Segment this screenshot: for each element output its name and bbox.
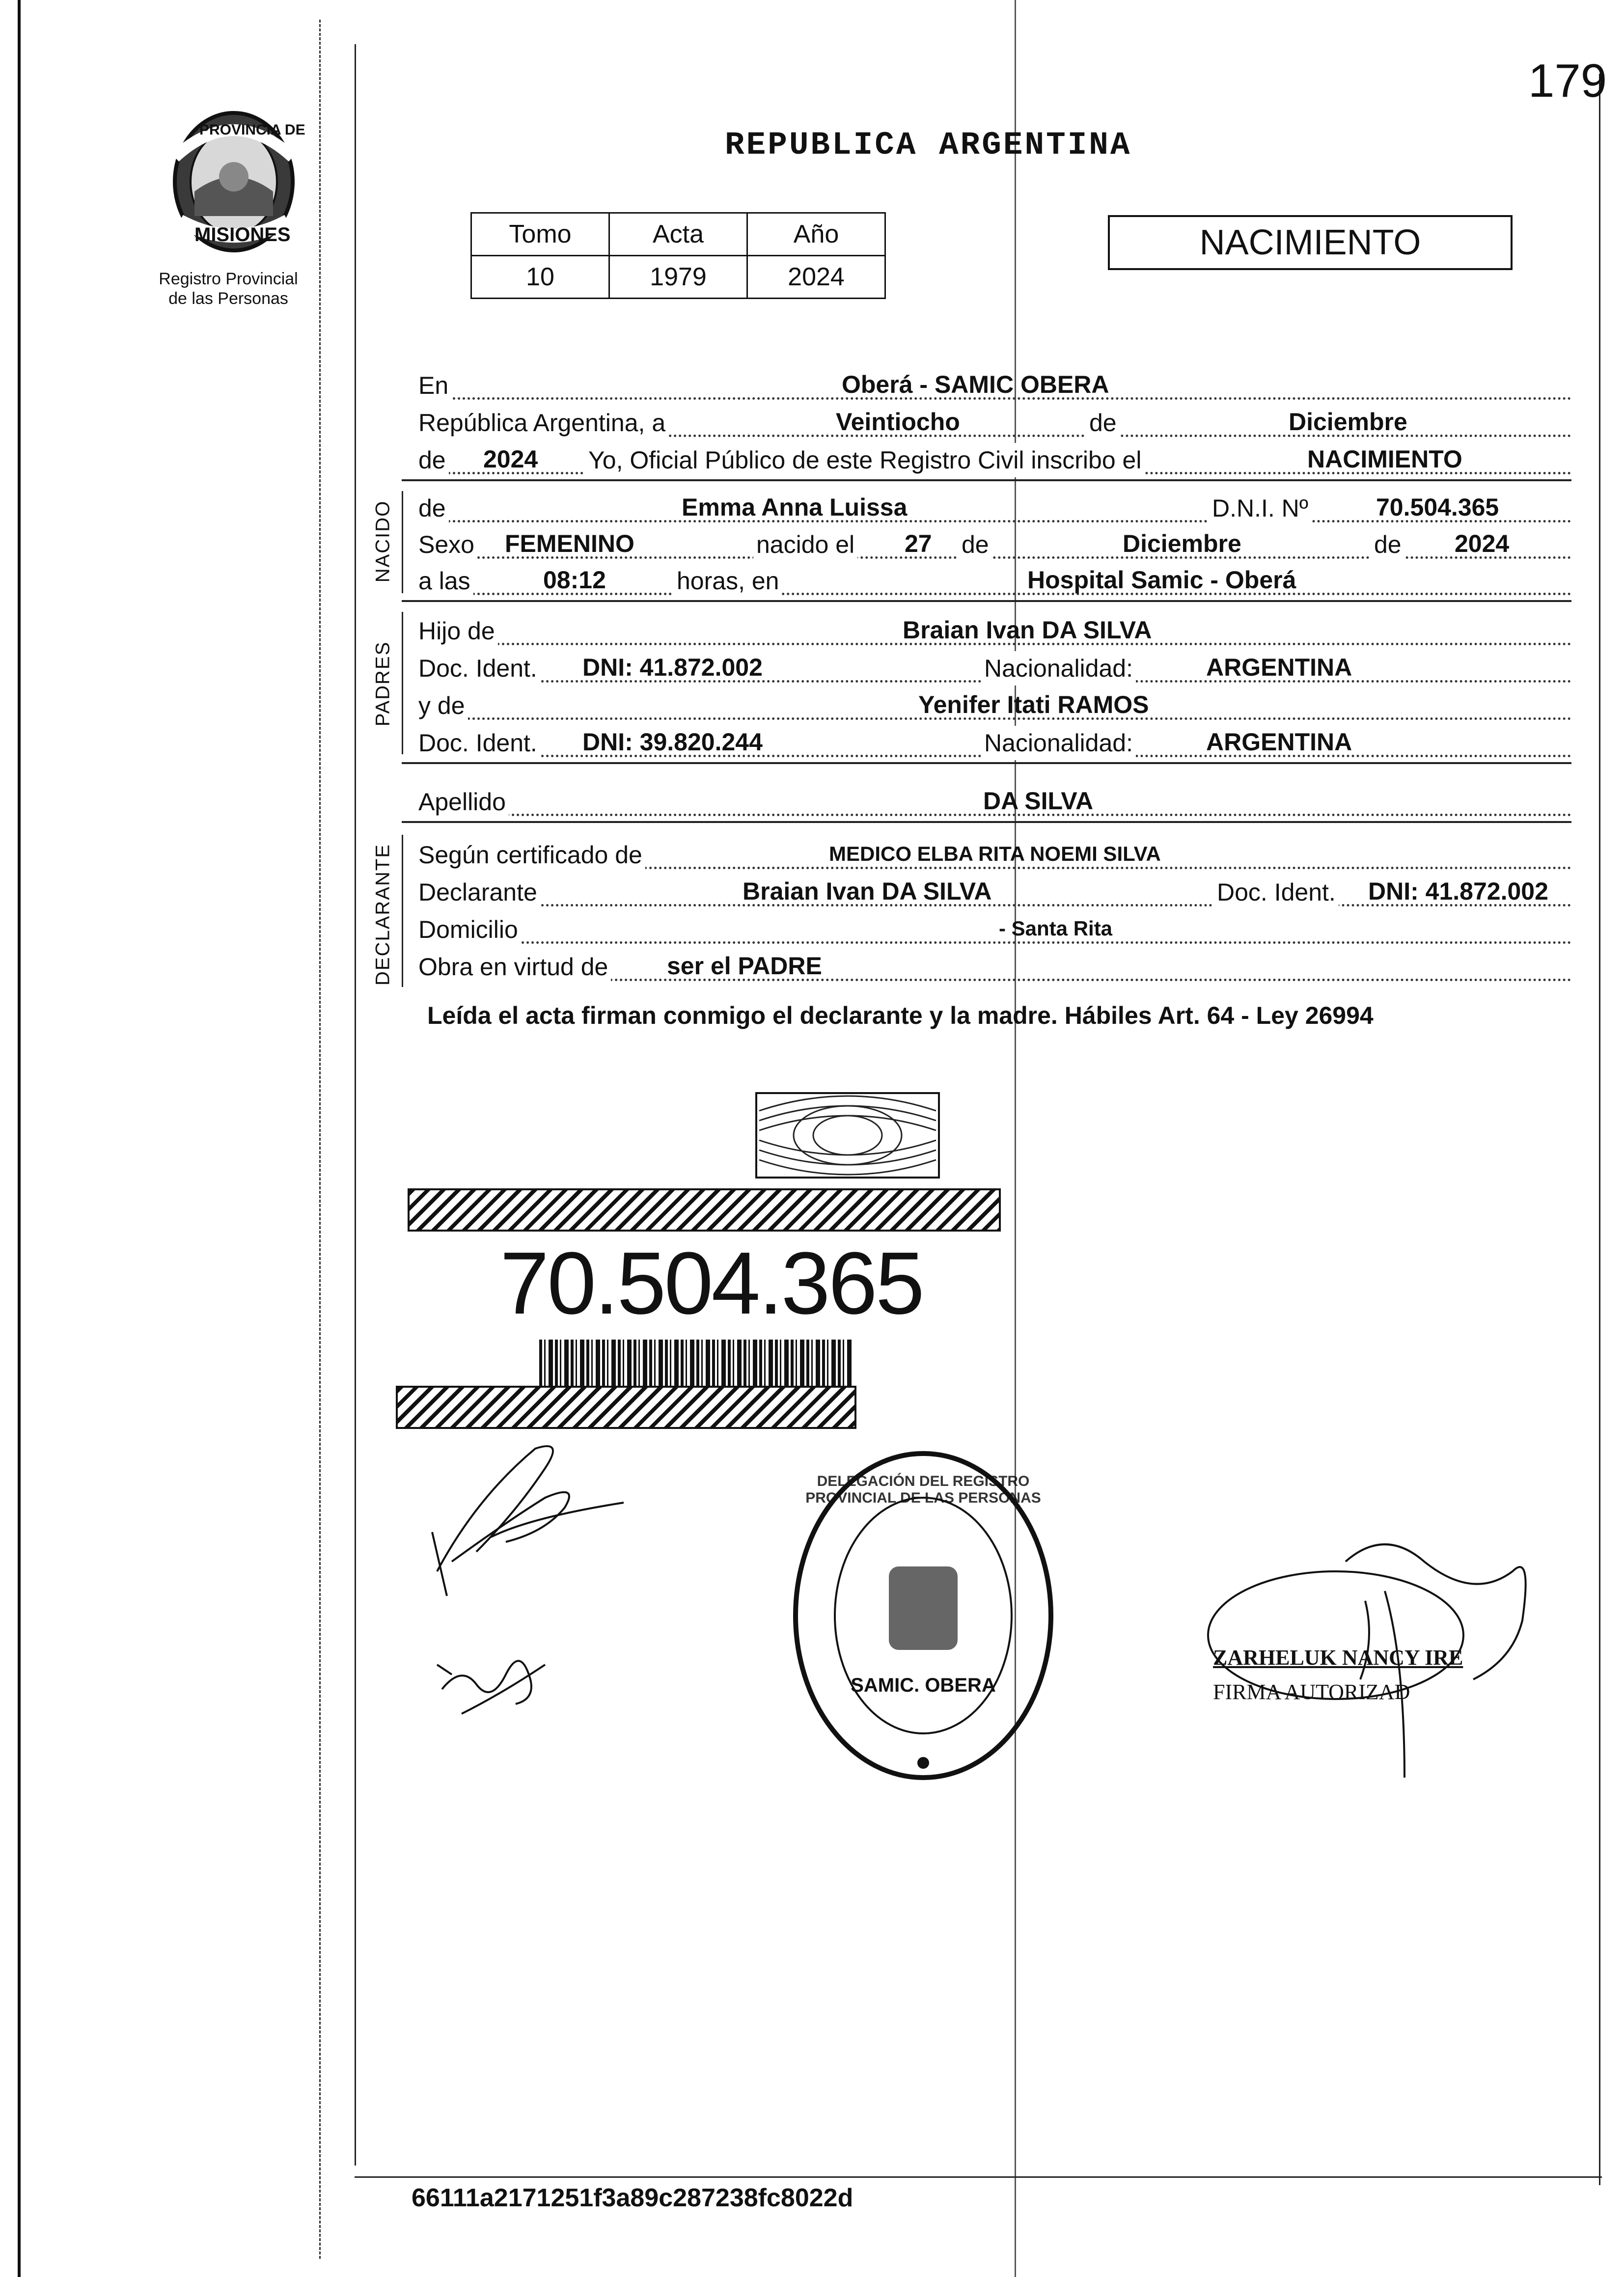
declarante-bracket	[402, 835, 403, 987]
barcode-band-top	[408, 1188, 1001, 1232]
dni-label: D.N.I. Nº	[1209, 491, 1311, 525]
birth-place-value: Hospital Samic - Oberá	[1027, 566, 1296, 594]
declarante-section-label: DECLARANTE	[372, 844, 394, 986]
province-seal	[160, 108, 307, 255]
security-hologram	[754, 1091, 941, 1180]
mother-nationality-value: ARGENTINA	[1206, 728, 1352, 756]
row-mother-doc	[418, 726, 1571, 760]
domicilio-label: Domicilio	[418, 912, 521, 947]
en-label: En	[418, 368, 451, 403]
barcode-band-bottom	[396, 1386, 856, 1429]
authorized-title-text: FIRMA AUTORIZAD	[1213, 1680, 1410, 1704]
nacido-el-label: nacido el	[753, 527, 857, 562]
de2-label: de	[418, 443, 449, 477]
record-header-tomo: Tomo	[471, 213, 609, 256]
row-certificado	[418, 838, 1571, 872]
row-nacido-name	[418, 491, 1571, 525]
mother-signature	[432, 1635, 570, 1733]
left-margin-line	[355, 44, 356, 2166]
nacido-section-label: NACIDO	[372, 500, 394, 583]
day-words-value: Veintiocho	[836, 408, 960, 436]
record-value-acta: 1979	[609, 256, 747, 299]
record-value-tomo: 10	[471, 256, 609, 299]
de-label: de	[1086, 406, 1120, 440]
registry-label	[147, 269, 309, 308]
horas-label: horas, en	[674, 564, 782, 598]
father-nationality-value: ARGENTINA	[1206, 654, 1352, 681]
certificate-value: MEDICO ELBA RITA NOEMI SILVA	[829, 842, 1161, 865]
padres-bracket	[402, 612, 403, 754]
barcode-number: 70.504.365	[500, 1234, 923, 1333]
seal-top-text: PROVINCIA DE	[199, 122, 305, 138]
nacido-de-label-3: de	[1371, 527, 1404, 562]
row-en	[418, 368, 1571, 403]
apellido-label: Apellido	[418, 785, 509, 819]
declarante-doc-value: DNI: 41.872.002	[1368, 878, 1548, 905]
row-sexo	[418, 527, 1571, 562]
birth-day-value: 27	[905, 530, 932, 557]
left-dashed-guide	[319, 20, 321, 2259]
month-value: Diciembre	[1289, 408, 1407, 436]
sexo-value: FEMENINO	[505, 530, 634, 557]
nacido-de-label-2: de	[959, 527, 992, 562]
registry-line-1: Registro Provincial	[159, 270, 298, 288]
republica-label: República Argentina, a	[418, 406, 668, 440]
row-obra	[418, 950, 1571, 984]
certificado-label: Según certificado de	[418, 838, 645, 872]
bottom-rule	[355, 2176, 1602, 2178]
row-apellido	[418, 785, 1571, 819]
declarante-label: Declarante	[418, 875, 540, 909]
stamp-center-text: SAMIC. OBERA	[851, 1674, 996, 1696]
child-dni-value: 70.504.365	[1376, 494, 1499, 521]
alas-label: a las	[418, 564, 473, 598]
father-doc-label: Doc. Ident.	[418, 651, 540, 686]
stamp-ring-text: DELEGACIÓN DEL REGISTRO PROVINCIAL DE LAS PERSONAS	[805, 1473, 1041, 1506]
row-domicilio	[418, 912, 1571, 947]
apellido-value: DA SILVA	[983, 787, 1094, 815]
row-y-de	[418, 688, 1571, 723]
page-title: REPUBLICA ARGENTINA	[725, 127, 1132, 164]
mother-name-value: Yenifer Itati RAMOS	[918, 691, 1149, 718]
page-number: 179	[1528, 55, 1607, 107]
document-hash: 66111a2171251f3a89c287238fc8022d	[412, 2184, 853, 2212]
sexo-label: Sexo	[418, 527, 477, 562]
place-value: Oberá - SAMIC OBERA	[842, 371, 1109, 398]
birth-month-value: Diciembre	[1123, 530, 1241, 557]
hijo-de-label: Hijo de	[418, 614, 498, 648]
row-father-doc	[418, 651, 1571, 686]
row-hora	[418, 564, 1571, 598]
padres-section-label: PADRES	[372, 641, 394, 727]
record-table	[470, 212, 886, 299]
row-declarante	[418, 875, 1571, 909]
officer-text: Yo, Oficial Público de este Registro Civil inscribo el	[585, 443, 1144, 477]
section-divider-1	[402, 479, 1571, 481]
mother-nationality-label: Nacionalidad:	[981, 726, 1136, 760]
birth-year-value: 2024	[1455, 530, 1510, 557]
official-stamp	[786, 1444, 1061, 1787]
declarante-doc-label: Doc. Ident.	[1214, 875, 1339, 909]
mother-doc-value: DNI: 39.820.244	[582, 728, 763, 756]
record-header-acta: Acta	[609, 213, 747, 256]
row-republica	[418, 406, 1571, 440]
declarante-name-value: Braian Ivan DA SILVA	[743, 878, 992, 905]
y-de-label: y de	[418, 688, 468, 723]
mother-doc-label: Doc. Ident.	[418, 726, 540, 760]
officer-signature	[1198, 1532, 1542, 1787]
row-hijo-de	[418, 614, 1571, 648]
record-value-anio: 2024	[747, 256, 885, 299]
record-header-anio: Año	[747, 213, 885, 256]
row-officer	[418, 443, 1571, 477]
declarant-signature	[417, 1439, 633, 1616]
birth-time-value: 08:12	[543, 566, 606, 594]
left-binding-edge	[18, 0, 21, 2277]
closing-note: Leída el acta firman conmigo el declarante y la madre. Hábiles Art. 64 - Ley 26994	[427, 1002, 1374, 1029]
nacido-de-label: de	[418, 491, 449, 525]
father-doc-value: DNI: 41.872.002	[582, 654, 763, 681]
father-nationality-label: Nacionalidad:	[981, 651, 1136, 686]
right-margin-line	[1599, 74, 1600, 2185]
center-fold-line	[1015, 0, 1016, 2277]
section-divider-3	[402, 762, 1571, 764]
child-name-value: Emma Anna Luissa	[682, 494, 908, 521]
obra-label: Obra en virtud de	[418, 950, 611, 984]
father-name-value: Braian Ivan DA SILVA	[903, 616, 1152, 644]
record-type-box: NACIMIENTO	[1108, 215, 1513, 270]
registry-line-2: de las Personas	[168, 289, 288, 308]
nacido-bracket	[402, 491, 403, 593]
seal-bottom-text: MISIONES	[194, 224, 291, 246]
year-value: 2024	[483, 445, 538, 473]
act-type-value: NACIMIENTO	[1307, 445, 1462, 473]
obra-value: ser el PADRE	[667, 952, 822, 980]
section-divider-2	[402, 600, 1571, 602]
domicilio-value: - Santa Rita	[999, 917, 1113, 940]
authorized-name-text: ZARHELUK NANCY IRE	[1213, 1646, 1463, 1670]
section-divider-4	[402, 821, 1571, 823]
